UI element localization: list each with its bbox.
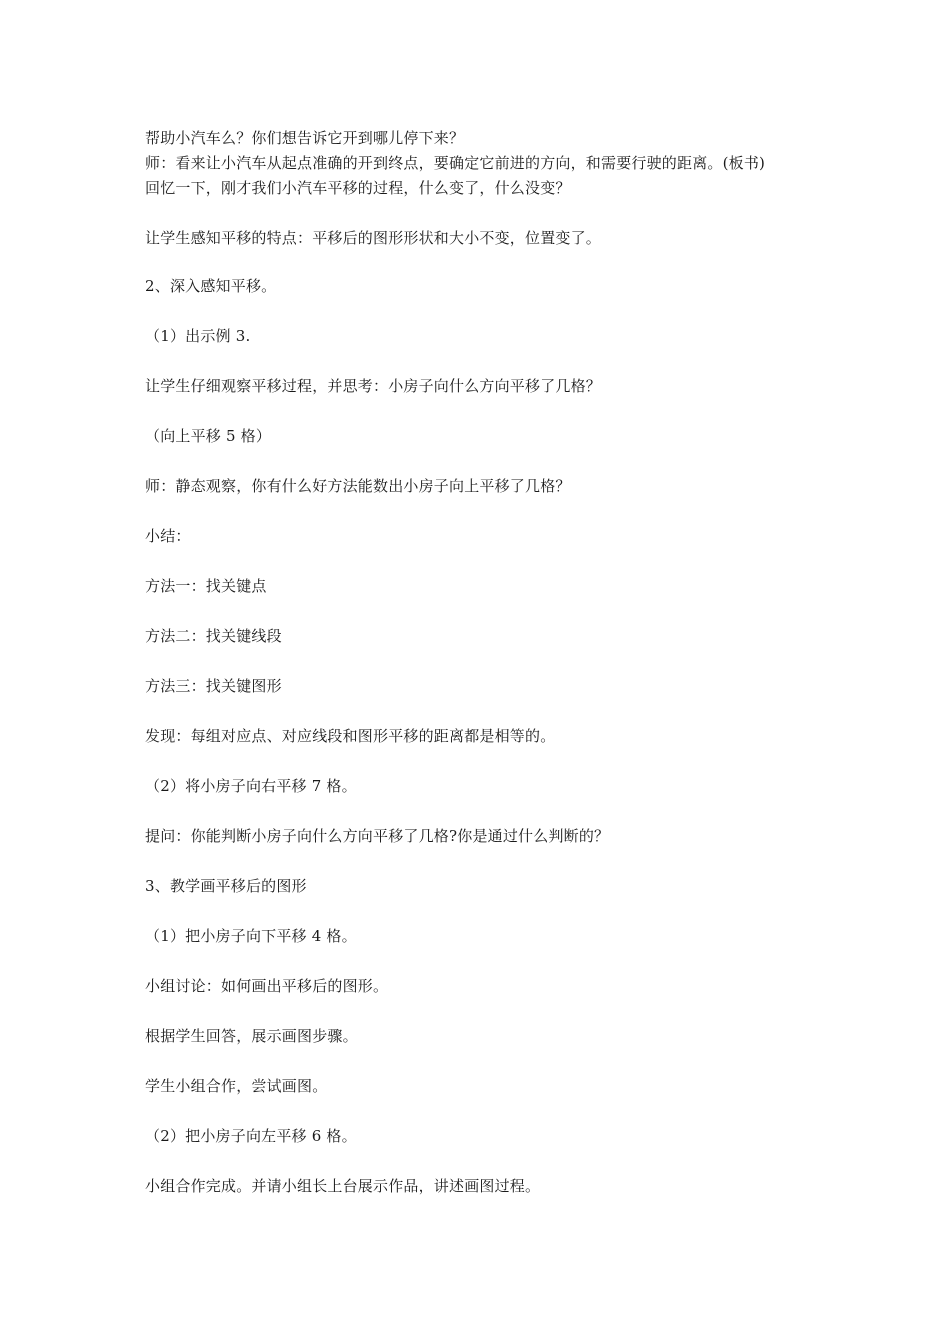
text-line-8: （向上平移 5 格）: [145, 427, 272, 445]
text-line-12: 方法二：找关键线段: [145, 627, 282, 645]
text-line-22: （2）把小房子向左平移 6 格。: [145, 1127, 357, 1145]
text-line-20: 根据学生回答，展示画图步骤。: [145, 1027, 358, 1045]
text-line-14: 发现：每组对应点、对应线段和图形平移的距离都是相等的。: [145, 727, 556, 745]
text-line-18: （1）把小房子向下平移 4 格。: [145, 927, 357, 945]
text-line-4: 让学生感知平移的特点：平移后的图形形状和大小不变，位置变了。: [145, 229, 602, 247]
text-line-23: 小组合作完成。并请小组长上台展示作品，讲述画图过程。: [145, 1177, 541, 1195]
text-line-21: 学生小组合作，尝试画图。: [145, 1077, 328, 1095]
text-line-6: （1）出示例 3.: [145, 327, 251, 345]
text-line-2: 师：看来让小汽车从起点准确的开到终点，要确定它前进的方向，和需要行驶的距离。(板书): [145, 154, 766, 172]
text-line-9: 师：静态观察，你有什么好方法能数出小房子向上平移了几格？: [145, 477, 571, 495]
text-line-3: 回忆一下，刚才我们小汽车平移的过程，什么变了，什么没变？: [145, 179, 571, 197]
text-line-16: 提问：你能判断小房子向什么方向平移了几格?你是通过什么判断的？: [145, 827, 610, 845]
text-line-10: 小结：: [145, 527, 191, 545]
section-heading-2: 2、深入感知平移。: [145, 277, 277, 295]
text-line-15: （2）将小房子向右平移 7 格。: [145, 777, 357, 795]
text-line-13: 方法三：找关键图形: [145, 677, 282, 695]
text-line-7: 让学生仔细观察平移过程，并思考：小房子向什么方向平移了几格？: [145, 377, 602, 395]
text-line-11: 方法一：找关键点: [145, 577, 267, 595]
text-line-19: 小组讨论：如何画出平移后的图形。: [145, 977, 389, 995]
text-line-1: 帮助小汽车么？你们想告诉它开到哪儿停下来？: [145, 129, 465, 147]
section-heading-3: 3、教学画平移后的图形: [145, 877, 307, 895]
